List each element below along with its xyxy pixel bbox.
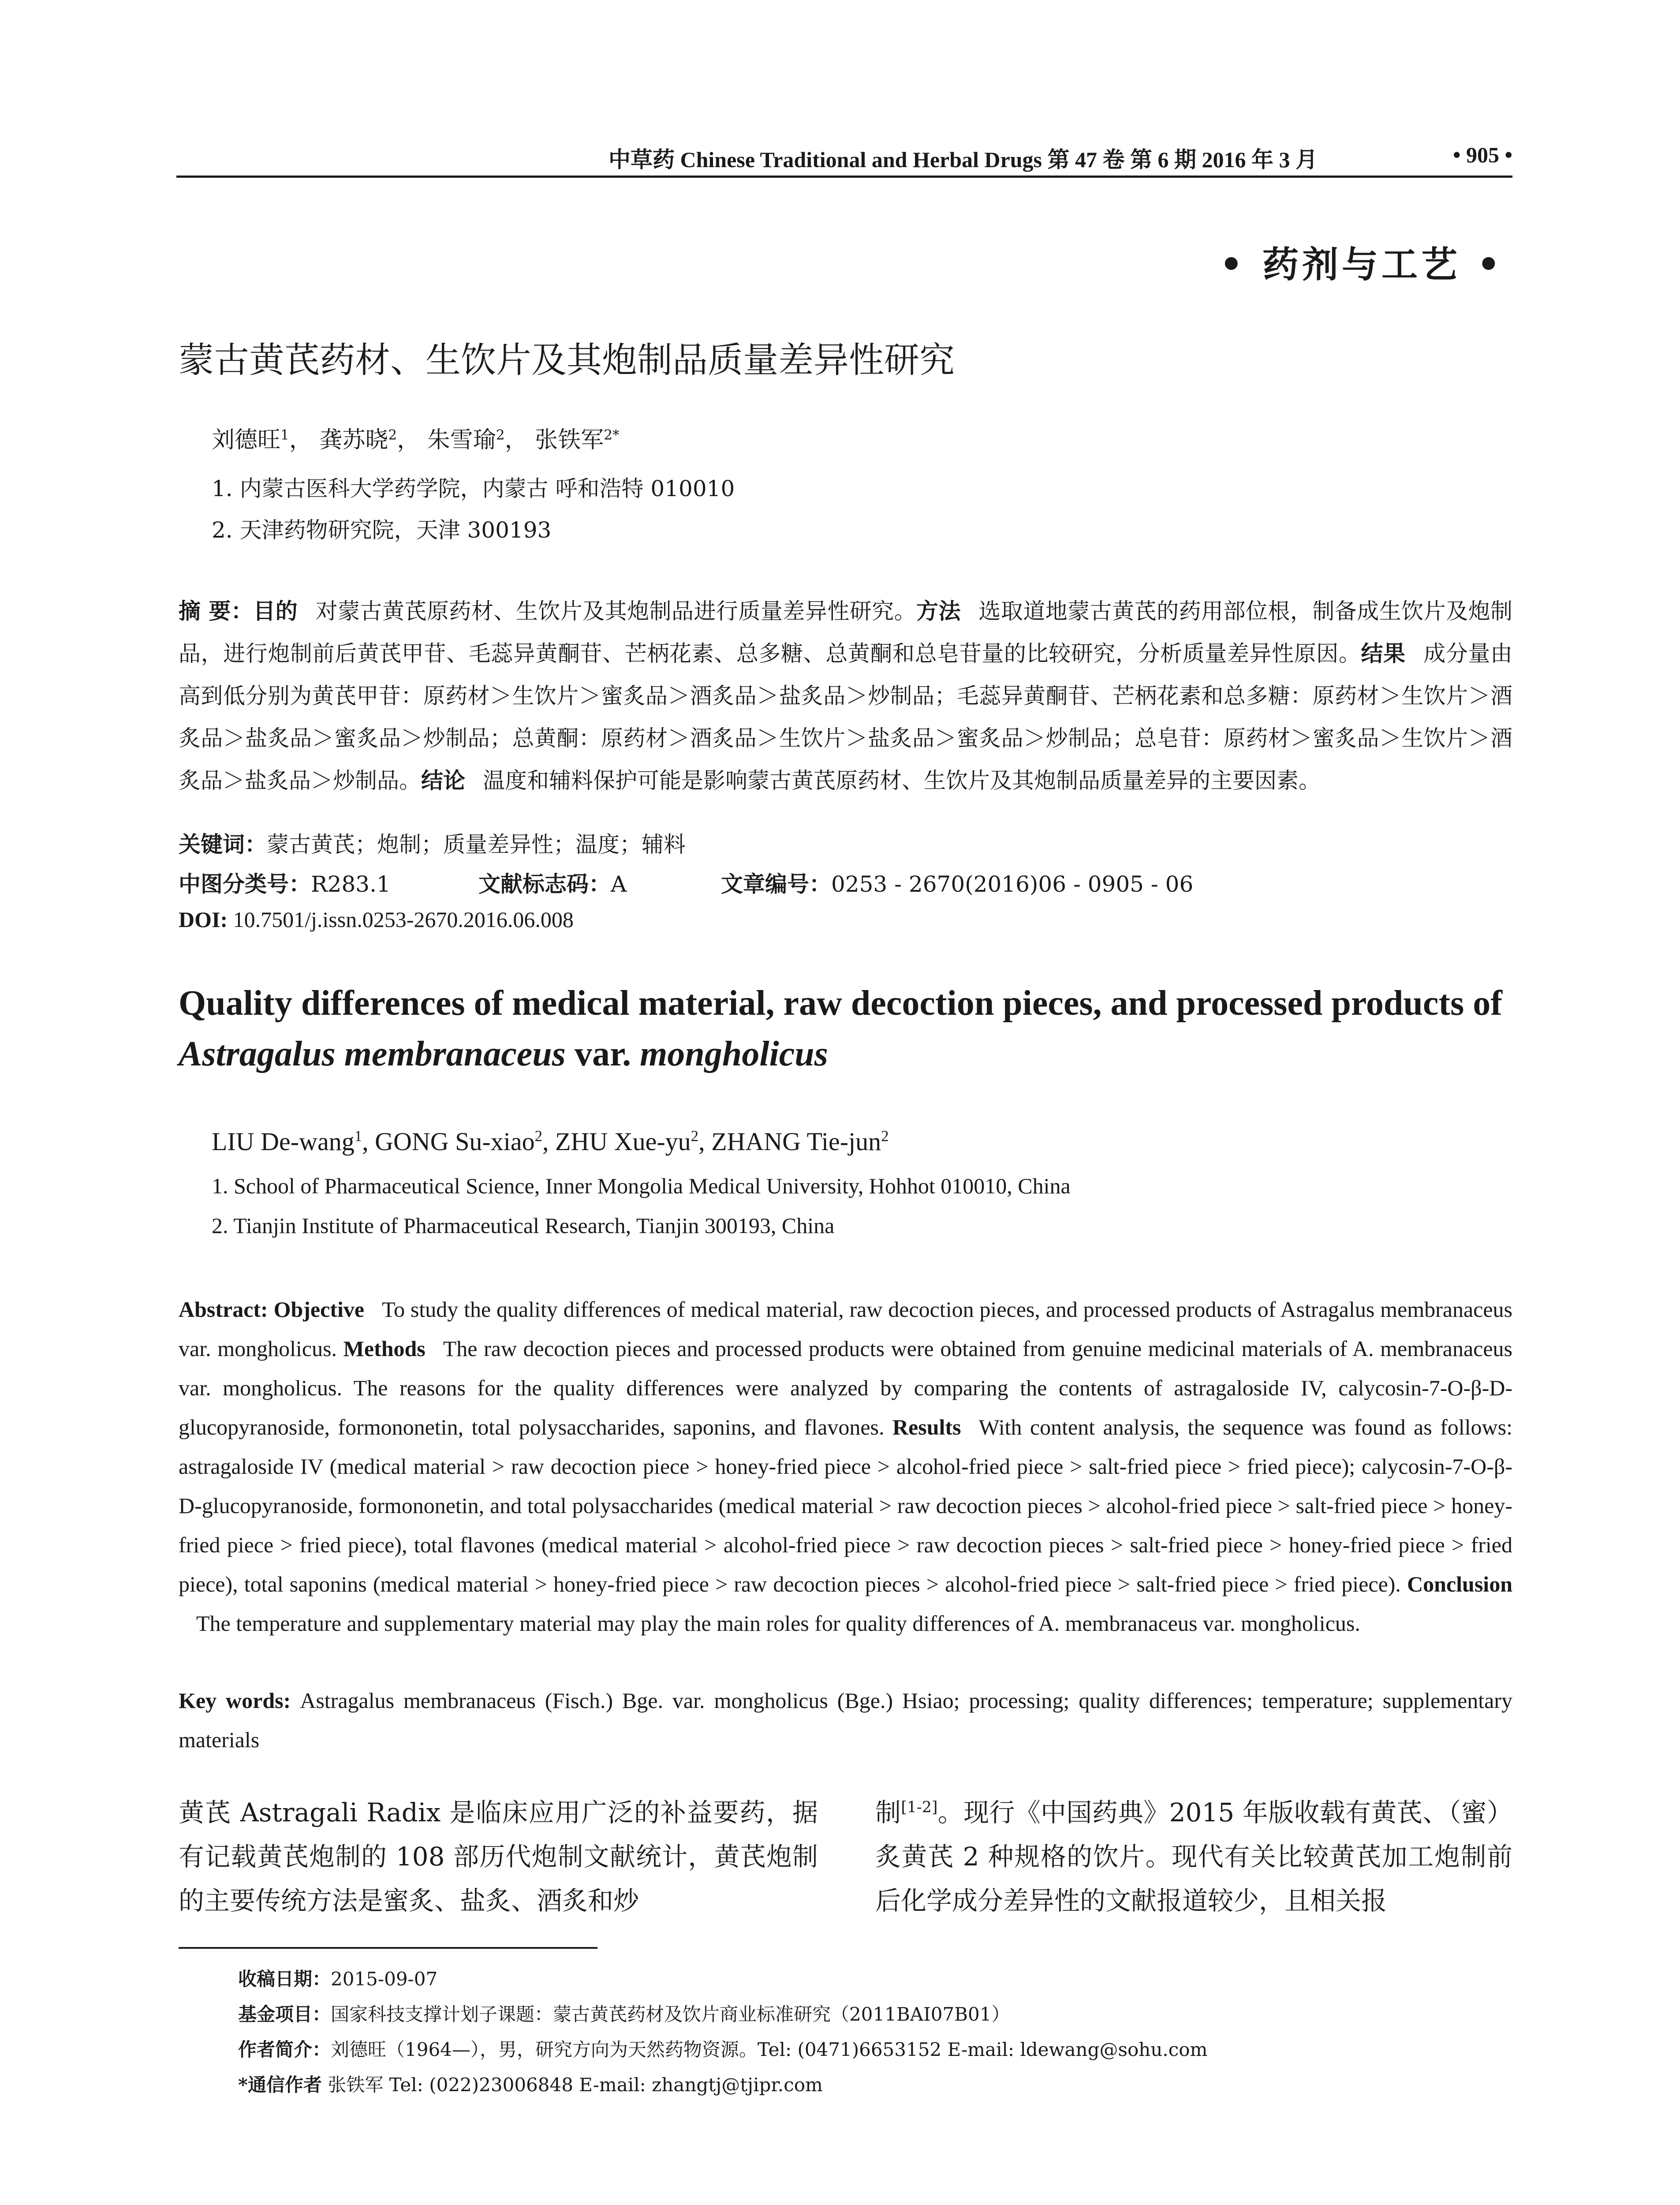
citation-ref: [1-2]: [901, 1798, 938, 1816]
conclusion-label: 结论: [421, 767, 465, 793]
footnote-received: 收稿日期：2015-09-07: [238, 1968, 438, 1990]
author-name: LIU De-wang: [212, 1127, 355, 1156]
methods-text: 选取道地蒙古黄芪的药用部位根，制备成生饮片及炮制品，进行炮制前后黄芪甲苷、毛蕊异黄酮苷、芒柄花素、总多糖、总黄酮和总皂苷量的比较研究，分析质量差异性原因。: [179, 598, 1512, 666]
footnote-rule: [179, 1947, 597, 1949]
header-rule: [176, 176, 1512, 178]
conclusion-text: 温度和辅料保护可能是影响蒙古黄芪原药材、生饮片及其炮制品质量差异的主要因素。: [483, 768, 1321, 793]
results-text: 成分量由高到低分别为黄芪甲苷：原药材＞生饮片＞蜜炙品＞酒炙品＞盐炙品＞炒制品；毛蕊异黄酮苷、芒柄花素和总多糖：原药材＞生饮片＞酒炙品＞盐炙品＞蜜炙品＞炒制品；总黄酮：原药材＞酒炙品＞生饮片＞盐炙品＞蜜炙品＞炒制品；总皂苷：原药材＞蜜炙品＞生饮片＞酒炙品＞盐炙品＞炒制品。: [179, 641, 1513, 793]
article-number: 文章编号：0253 - 2670(2016)06 - 0905 - 06: [721, 871, 1194, 897]
classification-row: [179, 867, 1512, 897]
abstract-english: [179, 1290, 1512, 1643]
author-affiliation-mark: 2: [496, 427, 505, 443]
keywords-chinese: [179, 827, 686, 859]
author-name: 朱雪瑜: [427, 427, 496, 453]
conclusion-label: Conclusion: [1407, 1572, 1512, 1596]
author-affiliation-mark: 1: [354, 1127, 362, 1145]
title-chinese: 蒙古黄芪药材、生饮片及其炮制品质量差异性研究: [179, 340, 955, 381]
author-affiliation-mark: 2: [881, 1127, 889, 1145]
author-name: GONG Su-xiao: [375, 1127, 535, 1156]
author-affiliation-mark: 2: [534, 1127, 542, 1145]
abstract-label: 摘 要：: [179, 598, 254, 624]
title-english: Quality differences of medical material, raw decoction pieces, and processed products of Astragalus membranaceus var. mongholicus: [179, 984, 1502, 1073]
author-name: ZHU Xue-yu: [555, 1127, 691, 1156]
footnote-corresponding: *通信作者 张铁军 Tel: (022)23006848 E-mail: zhangtj@tjipr.com: [238, 2074, 823, 2096]
abstract-label: Abstract:: [179, 1297, 274, 1322]
keywords-label: 关键词：: [179, 831, 267, 857]
doi-label: DOI:: [179, 907, 228, 932]
section-label: • 药剂与工艺 •: [1220, 243, 1504, 286]
methods-label: 方法: [916, 598, 961, 624]
affiliation-chinese-1: 1. 内蒙古医科大学药学院，内蒙古 呼和浩特 010010: [212, 476, 735, 501]
clc-code: 中图分类号：R283.1: [179, 871, 391, 897]
abstract-chinese: [179, 590, 1512, 802]
author-affiliation-mark: 2: [388, 427, 397, 443]
journal-info: 中草药 Chinese Traditional and Herbal Drugs 第 47 卷 第 6 期 2016 年 3 月: [609, 147, 1318, 172]
author-name: 刘德旺: [212, 427, 281, 453]
author-name: 张铁军: [535, 427, 604, 453]
methods-text: The raw decoction pieces and processed products were obtained from genuine medicinal materials of A. membranaceus var. mongholicus. The reasons for the quality differences were analyzed by comparing the contents of astragaloside IV, calycosin-7-O-β-D-glucopyranoside, formononetin, total polysaccharides, saponins, and flavones.: [179, 1336, 1513, 1439]
results-text: With content analysis, the sequence was found as follows: astragaloside IV (medical material > raw decoction piece > honey-fried piece > alcohol-fried piece > salt-fried piece > fried piece); calycosin-7-O-β-D-glucopyranoside, formononetin, and total polysaccharides (medical material > raw decoction pieces > alcohol-fried piece > salt-fried piece > honey-fried piece > fried piece), total flavones (medical material > alcohol-fried piece > raw decoction pieces > salt-fried piece > honey-fried piece > fried piece), total saponins (medical material > honey-fried piece > raw decoction pieces > alcohol-fried piece > salt-fried piece > fried piece).: [179, 1415, 1512, 1596]
keywords-label: Key words:: [179, 1688, 300, 1713]
footnote-funding: 基金项目：国家科技支撑计划子课题：蒙古黄芪药材及饮片商业标准研究（2011BAI07B01）: [238, 2003, 1010, 2025]
affiliation-chinese-2: 2. 天津药物研究院，天津 300193: [212, 517, 552, 543]
objective-label: Objective: [273, 1297, 365, 1322]
keywords-text: 蒙古黄芪；炮制；质量差异性；温度；辅料: [267, 832, 686, 857]
keywords-text: Astragalus membranaceus (Fisch.) Bge. var. mongholicus (Bge.) Hsiao; processing; quality differences; temperature; supplementary materials: [179, 1688, 1512, 1752]
body-column-left: 黄芪 Astragali Radix 是临床应用广泛的补益要药，据有记载黄芪炮制的 108 部历代炮制文献统计，黄芪炮制的主要传统方法是蜜炙、盐炙、酒炙和炒: [179, 1798, 818, 1916]
authors-chinese: 刘德旺$^1$， 龚苏晓$^2$， 朱雪瑜$^2$， 张铁军$^{2*}$: [212, 427, 620, 453]
author-affiliation-mark: 2*: [604, 427, 620, 443]
running-header: [176, 142, 1512, 173]
conclusion-text: The temperature and supplementary material may play the main roles for quality differences of A. membranaceus var. mongholicus.: [196, 1611, 1360, 1636]
author-affiliation-mark: 1: [280, 427, 289, 443]
footnote-author-bio: 作者简介：刘德旺（1964—），男，研究方向为天然药物资源。Tel: (0471)6653152 E-mail: ldewang@sohu.com: [238, 2039, 1208, 2060]
objective-text: 对蒙古黄芪原药材、生饮片及其炮制品进行质量差异性研究。: [315, 598, 917, 624]
methods-label: Methods: [343, 1336, 426, 1361]
author-name: 龚苏晓: [319, 427, 388, 453]
author-affiliation-mark: 2: [691, 1127, 699, 1145]
results-label: Results: [892, 1415, 961, 1439]
author-name: ZHANG Tie-jun: [711, 1127, 881, 1156]
results-label: 结果: [1361, 640, 1406, 666]
body-column-right: 制[1-2]。现行《中国药典》2015 年版收载有黄芪、（蜜）炙黄芪 2 种规格的饮片。现代有关比较黄芪加工炮制前后化学成分差异性的文献报道较少，且相关报: [875, 1798, 1512, 1916]
authors-english: LIU De-wang$^1$, GONG Su-xiao$^2$, ZHU Xue-$yu^2$, ZHANG Tie-jun$^2$: [212, 1127, 889, 1156]
affiliation-english-1: 1. School of Pharmaceutical Science, Inner Mongolia Medical University, Hohhot 010010, China: [212, 1174, 1071, 1198]
page-number: • 905 •: [1452, 142, 1512, 167]
document-code: 文献标志码：A: [478, 871, 627, 897]
doi-value: 10.7501/j.issn.0253-2670.2016.06.008: [233, 907, 574, 932]
doi: [179, 907, 574, 932]
objective-text: To study the quality differences of medical material, raw decoction pieces, and processed products of Astragalus membranaceus var. mongholicus.: [179, 1297, 1512, 1361]
keywords-english: [179, 1681, 1512, 1760]
objective-label: 目的: [253, 598, 298, 624]
affiliation-english-2: 2. Tianjin Institute of Pharmaceutical Research, Tianjin 300193, China: [212, 1213, 835, 1238]
